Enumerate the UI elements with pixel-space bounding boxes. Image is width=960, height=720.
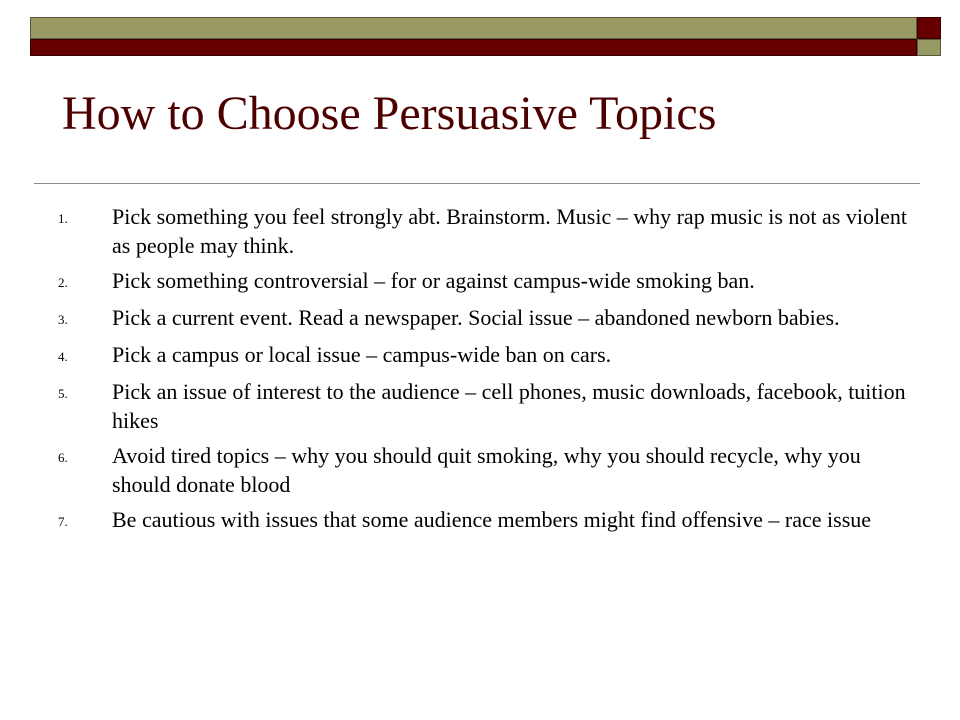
- list-item: [58, 340, 918, 371]
- list-item-number: 7.: [58, 514, 68, 529]
- list-item-number: 2.: [58, 275, 68, 290]
- topic-list: [58, 202, 918, 542]
- list-item-number: 6.: [58, 450, 68, 465]
- list-item-text: Pick a current event. Read a newspaper. Social issue – abandoned newborn babies.: [112, 305, 840, 330]
- list-item: [58, 202, 918, 260]
- list-item-number: 4.: [58, 349, 68, 364]
- list-item-text: Pick something controversial – for or against campus-wide smoking ban.: [112, 268, 755, 293]
- header-bar-maroon: [30, 39, 917, 56]
- list-item: [58, 505, 918, 536]
- list-item-number: 5.: [58, 386, 68, 401]
- list-item-text: Pick a campus or local issue – campus-wide ban on cars.: [112, 342, 612, 367]
- header-bar-olive: [30, 17, 917, 39]
- list-item-text: Pick something you feel strongly abt. Brainstorm. Music – why rap music is not as violent as people may think.: [112, 204, 907, 258]
- list-item-text: Pick an issue of interest to the audience – cell phones, music downloads, facebook, tuition hikes: [112, 379, 906, 433]
- header-square-maroon: [917, 17, 941, 39]
- slide-title: How to Choose Persuasive Topics: [62, 87, 717, 140]
- title-divider: [34, 183, 920, 184]
- list-item: [58, 377, 918, 435]
- list-item-text: Avoid tired topics – why you should quit smoking, why you should recycle, why you should donate blood: [112, 443, 861, 497]
- header-square-olive: [917, 39, 941, 56]
- list-item-number: 1.: [58, 211, 68, 226]
- list-item: [58, 266, 918, 297]
- list-item-text: Be cautious with issues that some audience members might find offensive – race issue: [112, 507, 872, 532]
- list-item: [58, 441, 918, 499]
- list-item-number: 3.: [58, 312, 68, 327]
- list-item: [58, 303, 918, 334]
